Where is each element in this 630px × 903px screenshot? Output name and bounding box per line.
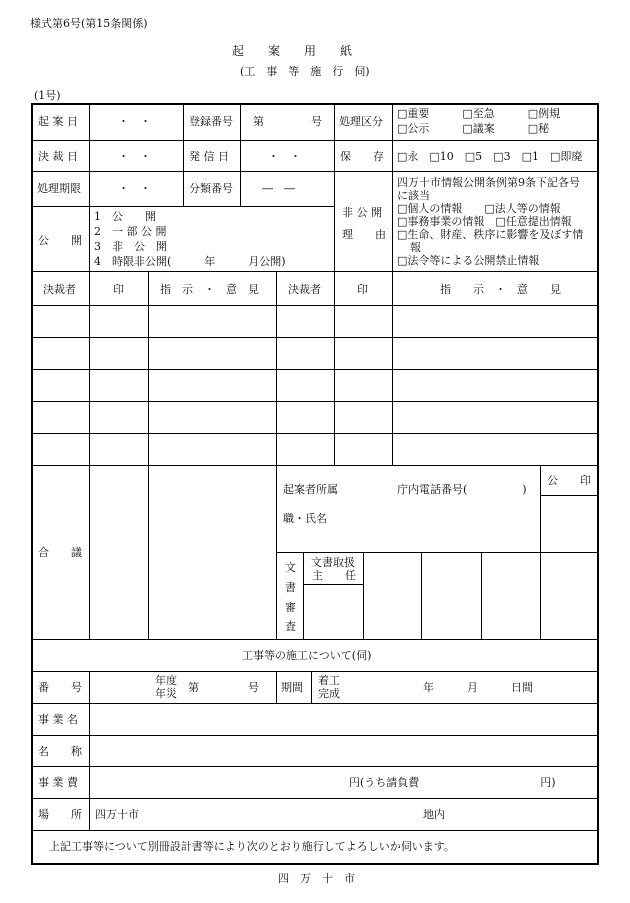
rule [89, 103, 90, 207]
rule [303, 584, 363, 585]
kessai-date-label: 決 裁 日 [38, 150, 78, 163]
document-review-char-3: 審 [285, 601, 296, 614]
non-disclosure-label: 非 公 開 [342, 206, 382, 219]
table-border-left [31, 103, 33, 865]
rule [183, 103, 184, 207]
title-name-label: 職・氏名 [283, 512, 327, 525]
approver-header-2: 決裁者 [288, 283, 321, 296]
rule [311, 671, 312, 703]
period-label: 期間 [281, 681, 303, 694]
non-disclosure-option-4[interactable]: □法令等による公開禁止情報 [397, 254, 540, 267]
rule [392, 271, 393, 465]
deadline-label: 処理期限 [37, 182, 81, 195]
number-label: 番 号 [38, 681, 82, 694]
table-border-bottom [31, 863, 599, 865]
rule [303, 552, 304, 639]
document-handler-label-1: 文書取扱 [311, 556, 355, 569]
official-seal-label: 公 印 [547, 474, 591, 487]
disclosure-label: 公 開 [38, 234, 82, 247]
rule [31, 271, 599, 272]
disaster-year-label: 年災 [155, 687, 177, 700]
rule [540, 465, 541, 552]
construction-heading: 工事等の施工について(伺) [242, 649, 372, 662]
rule [392, 103, 393, 271]
rule [31, 830, 599, 831]
number-go: 号 [248, 681, 259, 694]
processing-category-label: 処理区分 [339, 115, 383, 128]
fiscal-year-label: 年度 [155, 674, 177, 687]
processing-category-line2[interactable]: □公示 □議案 □秘 [397, 122, 550, 135]
seal-header: 印 [113, 283, 124, 296]
disclosure-option-2[interactable]: 2 一 部 公 開 [94, 225, 167, 238]
kessai-date-value[interactable]: ・ ・ [118, 150, 151, 163]
document-handler-label-2: 主 任 [312, 569, 356, 582]
completion-label: 完成 [318, 687, 340, 700]
disclosure-option-4[interactable]: 4 時限非公開( 年 月公開) [94, 255, 286, 268]
retention-options[interactable]: □永 □10 □5 □3 □1 □即廃 [397, 150, 583, 163]
hasshin-date-value[interactable]: ・ ・ [268, 150, 301, 163]
document-review-char-1: 文 [285, 561, 296, 574]
non-disclosure-text-3: 報 [410, 241, 421, 254]
document-review-char-2: 書 [285, 581, 296, 594]
rule [334, 103, 335, 271]
registration-go: 号 [311, 115, 322, 128]
kian-date-label: 起 案 日 [38, 115, 78, 128]
rule [31, 766, 599, 767]
non-disclosure-option-1[interactable]: □個人の情報 □法人等の情報 [397, 202, 561, 215]
period-value[interactable]: 年 月 日間 [423, 681, 533, 694]
deadline-value[interactable]: ・ ・ [118, 182, 151, 195]
rule [276, 552, 599, 553]
location-label: 場 所 [38, 808, 82, 821]
rule [540, 495, 599, 496]
non-disclosure-option-2[interactable]: □事務事業の情報 □任意提出情報 [397, 215, 572, 228]
non-disclosure-option-3[interactable]: □生命、財産、秩序に影響を及ぼす情 [397, 228, 584, 241]
rule [363, 552, 364, 639]
rule [31, 465, 599, 466]
request-statement: 上記工事等について別冊設計書等により次のとおり施行してよろしいか伺います。 [49, 840, 455, 853]
retention-label: 保 存 [340, 150, 384, 163]
disclosure-option-3[interactable]: 3 非 公 開 [94, 240, 167, 253]
non-disclosure-text-2: に該当 [397, 189, 430, 202]
rule [148, 271, 149, 639]
project-cost-value[interactable]: 円(うち請負費 円) [349, 776, 556, 789]
instruction-header-2: 指 示 ・ 意 見 [440, 283, 561, 296]
rule [89, 206, 90, 271]
rule [31, 337, 599, 338]
non-disclosure-text-1: 四万十市情報公開条例第9条下記各号 [397, 176, 580, 189]
rule [31, 735, 599, 736]
seal-header-2: 印 [357, 283, 368, 296]
hasshin-date-label: 発 信 日 [189, 150, 229, 163]
title-label: 名 称 [38, 745, 82, 758]
table-border-right [597, 103, 599, 865]
form-subtitle: (工 事 等 施 行 伺) [240, 65, 370, 78]
rule [31, 140, 599, 141]
form-number: 様式第6号(第15条関係) [30, 17, 148, 30]
table-border-top [31, 103, 599, 105]
number-dai: 第 [188, 681, 199, 694]
city-name: 四 万 十 市 [278, 872, 355, 885]
rule [334, 271, 335, 465]
rule [31, 671, 599, 672]
rule [31, 639, 599, 640]
rule [540, 552, 541, 639]
project-cost-label: 事 業 費 [38, 776, 78, 789]
drafter-affiliation-label: 起案者所属 [283, 483, 338, 496]
classification-number-label: 分類番号 [189, 182, 233, 195]
rule [276, 671, 277, 703]
rule [89, 271, 90, 639]
rule [421, 552, 422, 639]
kian-date-value[interactable]: ・ ・ [118, 115, 151, 128]
start-label: 着工 [318, 674, 340, 687]
processing-category-line1[interactable]: □重要 □至急 □例規 [397, 107, 561, 120]
form-title: 起 案 用 紙 [232, 44, 353, 58]
rule [276, 271, 277, 465]
rule [31, 305, 599, 306]
disclosure-option-1[interactable]: 1 公 開 [94, 210, 156, 223]
internal-phone-label: 庁内電話番号( ) [397, 483, 527, 496]
rule [31, 433, 599, 434]
page-number: (1号) [34, 89, 61, 102]
non-disclosure-reason-label: 理 由 [342, 228, 386, 241]
location-area: 地内 [423, 808, 445, 821]
rule [31, 369, 599, 370]
rule [31, 171, 599, 172]
classification-number-value[interactable]: ― ― [262, 182, 295, 195]
approver-header: 決裁者 [43, 283, 76, 296]
project-name-label: 事 業 名 [38, 713, 78, 726]
registration-dai: 第 [253, 115, 264, 128]
instruction-header: 指 示 ・ 意 見 [160, 283, 259, 296]
rule [31, 401, 599, 402]
rule [89, 671, 90, 830]
location-city: 四万十市 [95, 808, 139, 821]
rule [31, 798, 599, 799]
rule [240, 103, 241, 207]
registration-number-label: 登録番号 [189, 115, 233, 128]
consultation-label: 合 議 [38, 546, 82, 559]
document-review-char-4: 査 [285, 620, 296, 633]
rule [31, 703, 599, 704]
rule [481, 552, 482, 639]
